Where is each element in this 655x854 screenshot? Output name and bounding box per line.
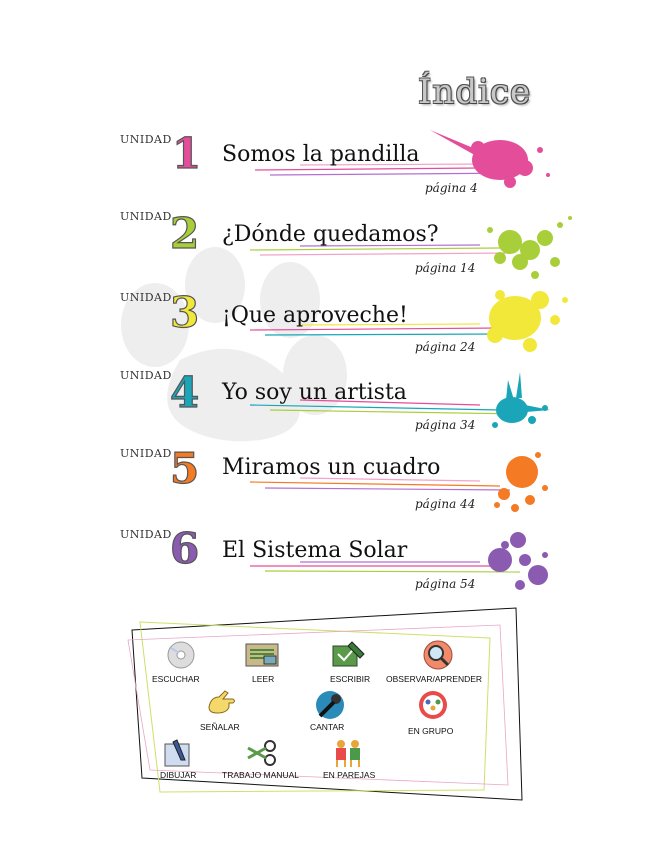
page-title: Índice [418, 72, 532, 112]
unit-page[interactable]: página 44 [415, 497, 476, 511]
unit-label: UNIDAD [120, 133, 172, 146]
cyan-splat [492, 372, 550, 428]
legend-senalar: SEÑALAR [200, 722, 240, 732]
legend-cantar: CANTAR [310, 722, 345, 732]
unit-6-lines [250, 562, 520, 572]
group-icon [415, 690, 451, 720]
legend-parejas: EN PAREJAS [323, 770, 376, 780]
unit-page[interactable]: página 4 [425, 181, 478, 195]
drawing-icon [163, 738, 199, 768]
legend-escribir: ESCRIBIR [330, 674, 371, 684]
unit-title[interactable]: Yo soy un artista [222, 380, 407, 405]
legend-leer: LEER [252, 674, 275, 684]
pointing-hand-icon [205, 685, 241, 715]
unit-title[interactable]: Miramos un cuadro [222, 455, 441, 480]
microphone-icon [312, 690, 348, 720]
unit-title[interactable]: ¡Que aproveche! [222, 303, 408, 328]
unit-page[interactable]: página 14 [415, 261, 476, 275]
unit-page[interactable]: página 24 [415, 340, 476, 354]
purple-splat [488, 532, 548, 590]
unit-page[interactable]: página 54 [415, 577, 476, 591]
unit-label: UNIDAD [120, 291, 172, 304]
legend-dibujar: DIBUJAR [160, 770, 197, 780]
legend-escuchar: ESCUCHAR [152, 674, 200, 684]
legend-manual: TRABAJO MANUAL [222, 770, 299, 780]
orange-splat [494, 452, 548, 512]
unit-page[interactable]: página 34 [415, 418, 476, 432]
unit-number: 2 [170, 209, 200, 258]
unit-number: 6 [170, 524, 200, 573]
unit-number: 3 [170, 288, 200, 337]
unit-number: 4 [170, 368, 200, 417]
unit-label: UNIDAD [120, 447, 172, 460]
scissors-icon [244, 738, 280, 768]
legend-grupo: EN GRUPO [408, 726, 454, 736]
unit-label: UNIDAD [120, 369, 172, 382]
pencil-writing-icon [330, 640, 366, 670]
pair-icon [330, 738, 366, 768]
cd-icon [163, 640, 199, 670]
unit-title[interactable]: ¿Dónde quedamos? [222, 222, 439, 247]
paw-print-watermark [121, 247, 347, 441]
unit-title[interactable]: Somos la pandilla [222, 142, 420, 167]
yellow-splat [487, 290, 568, 352]
unit-title[interactable]: El Sistema Solar [222, 538, 408, 563]
book-icon [244, 640, 280, 670]
legend-observar: OBSERVAR/APRENDER [386, 674, 483, 684]
unit-label: UNIDAD [120, 210, 172, 223]
unit-number: 1 [172, 129, 202, 178]
magnifier-icon [420, 640, 456, 670]
pink-splat [430, 130, 550, 188]
unit-number: 5 [170, 444, 200, 493]
unit-label: UNIDAD [120, 528, 172, 541]
green-splat [487, 216, 572, 279]
